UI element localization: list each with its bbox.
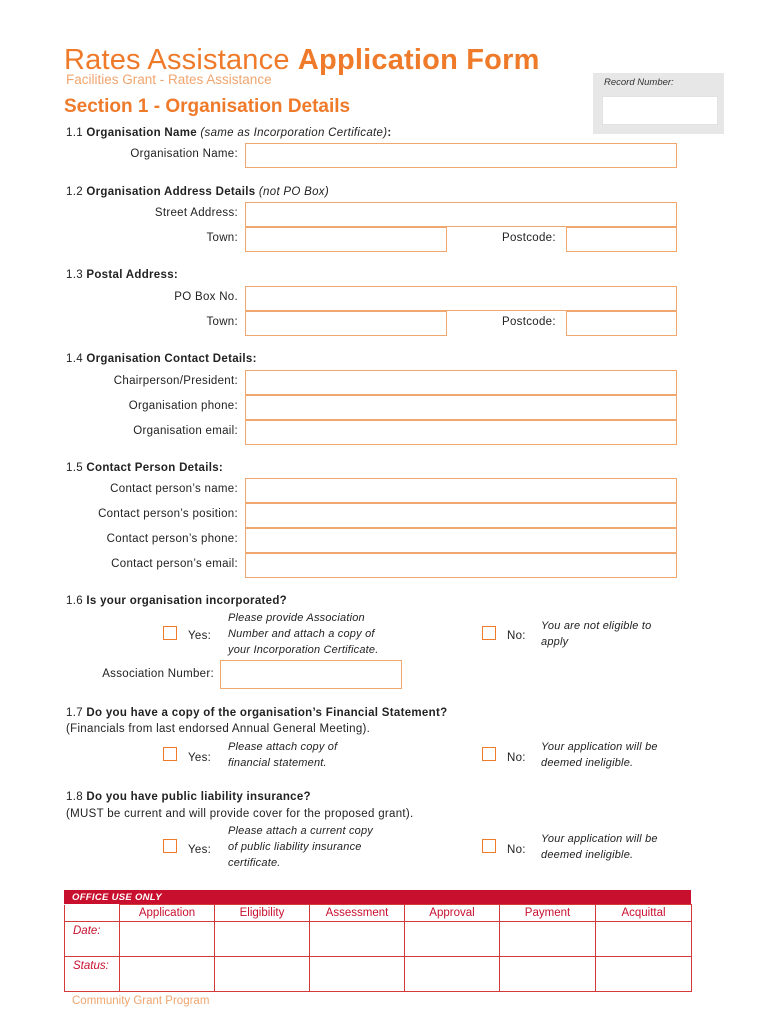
q-bold: Is your organisation incorporated?: [86, 595, 288, 607]
financial-no-label: No:: [507, 752, 526, 764]
q-bold: Do you have public liability insurance?: [86, 791, 311, 803]
office-corner-cell: [65, 905, 120, 922]
question-1-7: [66, 707, 447, 719]
incorporated-no-checkbox[interactable]: [482, 626, 496, 640]
q-num: 1.7: [66, 707, 87, 719]
footer-text: Community Grant Program: [72, 995, 210, 1007]
office-use-table: [64, 904, 692, 992]
q-bold: Organisation Contact Details:: [86, 353, 257, 365]
status-row-label: Status:: [65, 957, 120, 992]
form-subtitle: Facilities Grant - Rates Assistance: [66, 72, 272, 87]
question-1-6: [66, 595, 287, 607]
q-italic: (same as Incorporation Certificate): [196, 127, 388, 139]
contact-phone-field[interactable]: [245, 528, 677, 553]
table-cell[interactable]: [310, 922, 405, 957]
org-phone-field[interactable]: [245, 395, 677, 420]
question-1-5: [66, 462, 223, 474]
financial-no-note: [541, 739, 658, 771]
insurance-no-note: [541, 831, 658, 863]
title-bold: Application Form: [297, 44, 540, 76]
pobox-label: PO Box No.: [174, 291, 238, 303]
street-address-label: Street Address:: [154, 207, 238, 219]
note-line: deemed ineligible.: [541, 849, 634, 861]
question-1-1: [66, 127, 391, 139]
question-1-8-sub: (MUST be current and will provide cover for the proposed grant).: [66, 808, 414, 820]
col-assessment: Assessment: [310, 905, 405, 922]
note-line: Please attach copy of: [228, 741, 338, 753]
chairperson-field[interactable]: [245, 370, 677, 395]
financial-no-checkbox[interactable]: [482, 747, 496, 761]
contact-name-label: Contact person’s name:: [110, 483, 238, 495]
q-num: 1.6: [66, 595, 87, 607]
town-field[interactable]: [245, 227, 447, 252]
town-label: Town:: [206, 232, 238, 244]
col-acquittal: Acquittal: [596, 905, 692, 922]
org-email-field[interactable]: [245, 420, 677, 445]
org-phone-label: Organisation phone:: [128, 400, 238, 412]
record-number-input[interactable]: [602, 96, 718, 125]
org-name-field[interactable]: [245, 143, 677, 168]
contact-position-label: Contact person’s position:: [98, 508, 238, 520]
q-tail: :: [387, 127, 392, 139]
contact-name-field[interactable]: [245, 478, 677, 503]
note-line: your Incorporation Certificate.: [228, 644, 379, 656]
question-1-3: [66, 269, 178, 281]
chairperson-label: Chairperson/President:: [113, 375, 238, 387]
financial-yes-note: [228, 739, 337, 771]
insurance-yes-note: [228, 823, 373, 871]
q-num: 1.2: [66, 186, 87, 198]
table-cell[interactable]: [215, 957, 310, 992]
col-payment: Payment: [500, 905, 596, 922]
contact-email-field[interactable]: [245, 553, 677, 578]
contact-email-label: Contact person’s email:: [111, 558, 238, 570]
incorporated-yes-label: Yes:: [188, 630, 212, 642]
association-number-field[interactable]: [220, 660, 402, 689]
table-cell[interactable]: [120, 922, 215, 957]
note-line: Please attach a current copy: [228, 825, 374, 837]
q-num: 1.5: [66, 462, 87, 474]
q-num: 1.8: [66, 791, 87, 803]
q-italic: (not PO Box): [255, 186, 329, 198]
q-num: 1.4: [66, 353, 87, 365]
table-cell[interactable]: [405, 922, 500, 957]
date-row-label: Date:: [65, 922, 120, 957]
postal-town-label: Town:: [206, 316, 238, 328]
q-bold: Organisation Name: [86, 127, 197, 139]
q-bold: Contact Person Details:: [86, 462, 224, 474]
table-cell[interactable]: [596, 957, 692, 992]
note-line: Your application will be: [541, 741, 658, 753]
postal-town-field[interactable]: [245, 311, 447, 336]
insurance-yes-label: Yes:: [188, 844, 212, 856]
note-line: of public liability insurance: [228, 841, 362, 853]
contact-position-field[interactable]: [245, 503, 677, 528]
postcode-label: Postcode:: [502, 232, 556, 244]
note-line: You are not eligible to: [541, 620, 652, 632]
note-line: Your application will be: [541, 833, 658, 845]
table-cell[interactable]: [596, 922, 692, 957]
table-cell[interactable]: [215, 922, 310, 957]
office-header-row: [65, 905, 692, 922]
note-line: financial statement.: [228, 757, 327, 769]
insurance-yes-checkbox[interactable]: [163, 839, 177, 853]
q-bold: Postal Address:: [86, 269, 179, 281]
record-number-label: Record Number:: [604, 77, 674, 88]
office-use-panel: [64, 890, 691, 992]
contact-phone-label: Contact person’s phone:: [106, 533, 238, 545]
financial-yes-checkbox[interactable]: [163, 747, 177, 761]
incorporated-no-note: [541, 618, 651, 650]
table-cell[interactable]: [500, 957, 596, 992]
org-name-label: Organisation Name:: [130, 148, 238, 160]
note-line: Number and attach a copy of: [228, 628, 375, 640]
insurance-no-label: No:: [507, 844, 526, 856]
postal-postcode-field[interactable]: [566, 311, 677, 336]
org-email-label: Organisation email:: [133, 425, 238, 437]
office-status-row: [65, 957, 692, 992]
postal-postcode-label: Postcode:: [502, 316, 556, 328]
title-light: Rates Assistance: [64, 44, 298, 76]
question-1-7-sub: (Financials from last endorsed Annual General Meeting).: [66, 723, 371, 735]
insurance-no-checkbox[interactable]: [482, 839, 496, 853]
association-number-label: Association Number:: [102, 668, 214, 680]
col-approval: Approval: [405, 905, 500, 922]
question-1-2: [66, 186, 329, 198]
financial-yes-label: Yes:: [188, 752, 212, 764]
col-eligibility: Eligibility: [215, 905, 310, 922]
col-application: Application: [120, 905, 215, 922]
office-date-row: [65, 922, 692, 957]
street-address-field[interactable]: [245, 202, 677, 227]
incorporated-yes-note: [228, 610, 379, 658]
section-title: Section 1 - Organisation Details: [64, 96, 351, 117]
q-bold: Do you have a copy of the organisation’s Financial Statement?: [86, 707, 448, 719]
office-use-heading: OFFICE USE ONLY: [64, 890, 691, 904]
table-cell[interactable]: [405, 957, 500, 992]
note-line: deemed ineligible.: [541, 757, 634, 769]
record-number-box: [593, 73, 724, 134]
note-line: certificate.: [228, 857, 281, 869]
incorporated-no-label: No:: [507, 630, 526, 642]
table-cell[interactable]: [120, 957, 215, 992]
pobox-field[interactable]: [245, 286, 677, 311]
note-line: apply: [541, 636, 569, 648]
postcode-field[interactable]: [566, 227, 677, 252]
table-cell[interactable]: [500, 922, 596, 957]
question-1-4: [66, 353, 257, 365]
question-1-8: [66, 791, 311, 803]
q-num: 1.3: [66, 269, 87, 281]
q-num: 1.1: [66, 127, 87, 139]
q-bold: Organisation Address Details: [86, 186, 256, 198]
table-cell[interactable]: [310, 957, 405, 992]
incorporated-yes-checkbox[interactable]: [163, 626, 177, 640]
note-line: Please provide Association: [228, 612, 365, 624]
